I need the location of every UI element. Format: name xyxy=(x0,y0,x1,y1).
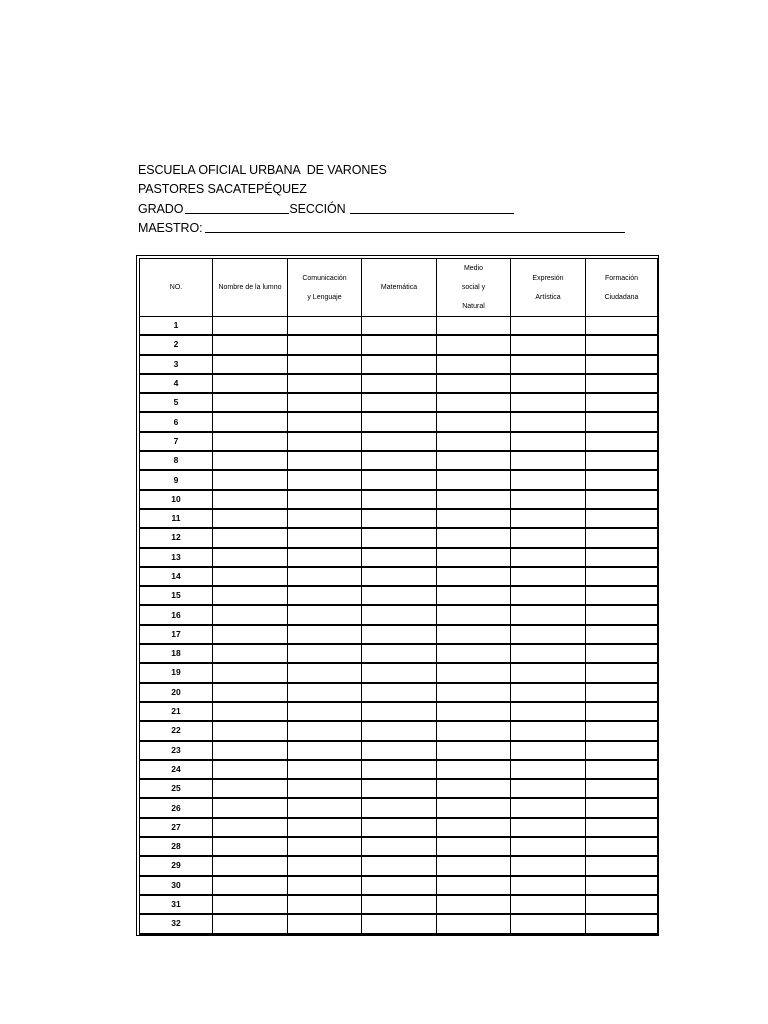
grade-cell[interactable] xyxy=(288,625,362,644)
grade-cell[interactable] xyxy=(437,335,511,354)
row-number: 21 xyxy=(140,702,213,721)
table-row xyxy=(140,528,658,547)
column-header-text: Natural xyxy=(462,303,485,310)
grade-cell[interactable] xyxy=(586,528,658,547)
maestro-label: MAESTRO: xyxy=(138,220,203,235)
grade-cell[interactable] xyxy=(511,741,586,760)
grade-cell[interactable] xyxy=(362,470,437,489)
grade-cell[interactable] xyxy=(511,876,586,895)
grade-cell[interactable] xyxy=(437,412,511,431)
grade-cell[interactable] xyxy=(511,837,586,856)
grade-cell[interactable] xyxy=(213,509,288,528)
table-row xyxy=(140,412,658,431)
grade-cell[interactable] xyxy=(288,355,362,374)
grade-cell[interactable] xyxy=(511,895,586,914)
grade-cell[interactable] xyxy=(213,528,288,547)
grade-cell[interactable] xyxy=(437,644,511,663)
grade-cell[interactable] xyxy=(586,625,658,644)
grade-cell[interactable] xyxy=(437,393,511,412)
grade-cell[interactable] xyxy=(586,393,658,412)
grade-cell[interactable] xyxy=(586,818,658,837)
grade-cell[interactable] xyxy=(437,818,511,837)
grade-cell[interactable] xyxy=(213,412,288,431)
grade-cell[interactable] xyxy=(437,683,511,702)
grade-cell[interactable] xyxy=(362,451,437,470)
grade-cell[interactable] xyxy=(511,914,586,933)
seccion-blank xyxy=(350,201,514,214)
grade-cell[interactable] xyxy=(437,470,511,489)
grade-cell[interactable] xyxy=(511,625,586,644)
grade-cell[interactable] xyxy=(288,567,362,586)
table-row xyxy=(140,895,658,914)
grade-cell[interactable] xyxy=(437,856,511,875)
grade-cell[interactable] xyxy=(213,818,288,837)
grade-cell[interactable] xyxy=(586,548,658,567)
table-row xyxy=(140,779,658,798)
grade-cell[interactable] xyxy=(437,625,511,644)
grade-cell[interactable] xyxy=(288,702,362,721)
grade-cell[interactable] xyxy=(586,837,658,856)
grade-cell[interactable] xyxy=(586,760,658,779)
row-number: 15 xyxy=(140,586,213,605)
table-row xyxy=(140,644,658,663)
grade-cell[interactable] xyxy=(437,586,511,605)
row-number: 2 xyxy=(140,335,213,354)
table-row xyxy=(140,663,658,682)
grade-cell[interactable] xyxy=(288,876,362,895)
row-number: 24 xyxy=(140,760,213,779)
grade-cell[interactable] xyxy=(288,412,362,431)
grade-cell[interactable] xyxy=(362,663,437,682)
row-number: 31 xyxy=(140,895,213,914)
grade-cell[interactable] xyxy=(288,683,362,702)
table-row xyxy=(140,914,658,933)
grado-blank xyxy=(185,201,289,214)
column-header-text: Comunicación xyxy=(302,274,347,282)
grade-cell[interactable] xyxy=(511,760,586,779)
table-row xyxy=(140,683,658,702)
row-number: 9 xyxy=(140,470,213,489)
grade-cell[interactable] xyxy=(288,721,362,740)
grade-cell[interactable] xyxy=(511,567,586,586)
grade-cell[interactable] xyxy=(213,374,288,393)
grade-cell[interactable] xyxy=(213,567,288,586)
grade-cell[interactable] xyxy=(288,548,362,567)
grade-cell[interactable] xyxy=(288,798,362,817)
grade-cell[interactable] xyxy=(362,586,437,605)
grade-cell[interactable] xyxy=(213,586,288,605)
col-formacion-ciudadana xyxy=(586,259,658,317)
table-row xyxy=(140,721,658,740)
grade-cell[interactable] xyxy=(288,779,362,798)
table-row xyxy=(140,355,658,374)
grade-cell[interactable] xyxy=(362,779,437,798)
col-expresion-artistica xyxy=(511,259,586,317)
grade-cell[interactable] xyxy=(213,779,288,798)
grade-cell[interactable] xyxy=(362,528,437,547)
table-row xyxy=(140,605,658,624)
grade-cell[interactable] xyxy=(586,355,658,374)
grade-cell[interactable] xyxy=(288,760,362,779)
table-row xyxy=(140,586,658,605)
row-number: 23 xyxy=(140,741,213,760)
table-row xyxy=(140,470,658,489)
grade-cell[interactable] xyxy=(288,663,362,682)
grade-cell[interactable] xyxy=(213,914,288,933)
row-number: 19 xyxy=(140,663,213,682)
school-location: PASTORES SACATEPÉQUEZ xyxy=(138,182,307,197)
table-row xyxy=(140,625,658,644)
grade-cell[interactable] xyxy=(511,644,586,663)
grade-cell[interactable] xyxy=(586,683,658,702)
grade-cell[interactable] xyxy=(586,470,658,489)
maestro-blank xyxy=(205,220,625,233)
column-header-text: Nombre de la lumno xyxy=(218,284,282,291)
column-header-text: Medio xyxy=(463,265,484,272)
grade-cell[interactable] xyxy=(437,721,511,740)
grade-cell[interactable] xyxy=(437,760,511,779)
grade-cell[interactable] xyxy=(362,335,437,354)
row-number: 4 xyxy=(140,374,213,393)
grade-cell[interactable] xyxy=(511,509,586,528)
grade-cell[interactable] xyxy=(362,702,437,721)
grade-cell[interactable] xyxy=(437,548,511,567)
grade-cell[interactable] xyxy=(362,393,437,412)
grade-cell[interactable] xyxy=(511,470,586,489)
grade-cell[interactable] xyxy=(213,798,288,817)
grades-table-frame xyxy=(136,255,659,936)
col-nombre-alumno xyxy=(213,259,288,317)
grade-cell[interactable] xyxy=(362,605,437,624)
grade-cell[interactable] xyxy=(586,914,658,933)
grade-cell[interactable] xyxy=(437,702,511,721)
column-header-text: Ciudadana xyxy=(604,293,639,301)
table-row xyxy=(140,393,658,412)
table-row xyxy=(140,760,658,779)
grade-cell[interactable] xyxy=(586,335,658,354)
grade-cell[interactable] xyxy=(511,683,586,702)
grade-cell[interactable] xyxy=(586,779,658,798)
grade-cell[interactable] xyxy=(213,335,288,354)
grade-cell[interactable] xyxy=(362,818,437,837)
grade-cell[interactable] xyxy=(511,317,586,336)
grade-cell[interactable] xyxy=(511,490,586,509)
grade-cell[interactable] xyxy=(362,374,437,393)
grade-cell[interactable] xyxy=(288,837,362,856)
grade-cell[interactable] xyxy=(362,895,437,914)
grade-cell[interactable] xyxy=(288,914,362,933)
grade-cell[interactable] xyxy=(586,644,658,663)
grade-cell[interactable] xyxy=(288,470,362,489)
row-number: 3 xyxy=(140,355,213,374)
grade-cell[interactable] xyxy=(511,721,586,740)
grade-cell[interactable] xyxy=(213,721,288,740)
grade-cell[interactable] xyxy=(437,837,511,856)
column-header-text: Matemática xyxy=(380,284,418,291)
column-header-text: Expresión xyxy=(532,274,564,282)
maestro-line xyxy=(138,219,625,238)
table-row xyxy=(140,856,658,875)
grade-cell[interactable] xyxy=(213,895,288,914)
grade-cell[interactable] xyxy=(437,451,511,470)
grade-cell[interactable] xyxy=(511,528,586,547)
grado-seccion-line xyxy=(138,200,625,219)
grade-cell[interactable] xyxy=(586,895,658,914)
grade-cell[interactable] xyxy=(213,663,288,682)
row-number: 16 xyxy=(140,605,213,624)
table-row xyxy=(140,548,658,567)
row-number: 11 xyxy=(140,509,213,528)
grade-cell[interactable] xyxy=(511,335,586,354)
grade-cell[interactable] xyxy=(586,567,658,586)
col-matematica xyxy=(362,259,437,317)
grade-cell[interactable] xyxy=(586,605,658,624)
grade-cell[interactable] xyxy=(213,856,288,875)
grade-cell[interactable] xyxy=(213,432,288,451)
table-row xyxy=(140,798,658,817)
row-number: 12 xyxy=(140,528,213,547)
row-number: 18 xyxy=(140,644,213,663)
grade-cell[interactable] xyxy=(586,509,658,528)
table-row xyxy=(140,317,658,336)
grade-cell[interactable] xyxy=(288,451,362,470)
grade-cell[interactable] xyxy=(213,490,288,509)
grade-cell[interactable] xyxy=(511,548,586,567)
row-number: 22 xyxy=(140,721,213,740)
row-number: 29 xyxy=(140,856,213,875)
grade-cell[interactable] xyxy=(213,702,288,721)
grade-cell[interactable] xyxy=(288,509,362,528)
document-header xyxy=(138,161,625,238)
col-no xyxy=(140,259,213,317)
grade-cell[interactable] xyxy=(437,355,511,374)
grade-cell[interactable] xyxy=(362,317,437,336)
row-number: 13 xyxy=(140,548,213,567)
grade-cell[interactable] xyxy=(437,605,511,624)
grade-cell[interactable] xyxy=(362,837,437,856)
grade-cell[interactable] xyxy=(362,856,437,875)
grade-cell[interactable] xyxy=(288,741,362,760)
column-header-text: social y xyxy=(461,284,486,291)
grade-cell[interactable] xyxy=(213,548,288,567)
grade-cell[interactable] xyxy=(586,876,658,895)
grade-cell[interactable] xyxy=(213,760,288,779)
table-body xyxy=(140,317,658,934)
grade-cell[interactable] xyxy=(586,586,658,605)
grade-cell[interactable] xyxy=(586,374,658,393)
row-number: 30 xyxy=(140,876,213,895)
grade-cell[interactable] xyxy=(288,605,362,624)
grade-cell[interactable] xyxy=(213,837,288,856)
grade-cell[interactable] xyxy=(288,432,362,451)
grade-cell[interactable] xyxy=(213,741,288,760)
table-row xyxy=(140,702,658,721)
column-header-text: Artística xyxy=(535,293,561,301)
grade-cell[interactable] xyxy=(362,432,437,451)
grade-cell[interactable] xyxy=(437,779,511,798)
table-row xyxy=(140,567,658,586)
table-row xyxy=(140,876,658,895)
school-name: ESCUELA OFICIAL URBANA DE VARONES xyxy=(138,163,387,177)
grade-cell[interactable] xyxy=(362,914,437,933)
grade-cell[interactable] xyxy=(288,586,362,605)
grade-cell[interactable] xyxy=(288,895,362,914)
grade-cell[interactable] xyxy=(362,412,437,431)
table-row xyxy=(140,837,658,856)
grade-cell[interactable] xyxy=(586,317,658,336)
grade-cell[interactable] xyxy=(288,528,362,547)
grade-cell[interactable] xyxy=(213,605,288,624)
column-header-text: y Lenguaje xyxy=(307,293,342,301)
grade-cell[interactable] xyxy=(362,683,437,702)
grade-cell[interactable] xyxy=(437,567,511,586)
grade-cell[interactable] xyxy=(362,760,437,779)
row-number: 1 xyxy=(140,317,213,336)
grade-cell[interactable] xyxy=(511,856,586,875)
grade-cell[interactable] xyxy=(586,412,658,431)
grade-cell[interactable] xyxy=(511,779,586,798)
table-row xyxy=(140,432,658,451)
grade-cell[interactable] xyxy=(288,335,362,354)
grade-cell[interactable] xyxy=(362,721,437,740)
grade-cell[interactable] xyxy=(213,451,288,470)
grade-cell[interactable] xyxy=(511,355,586,374)
grade-cell[interactable] xyxy=(288,856,362,875)
row-number: 28 xyxy=(140,837,213,856)
grade-cell[interactable] xyxy=(511,374,586,393)
grade-cell[interactable] xyxy=(511,605,586,624)
row-number: 14 xyxy=(140,567,213,586)
grade-cell[interactable] xyxy=(511,393,586,412)
grade-cell[interactable] xyxy=(437,876,511,895)
row-number: 27 xyxy=(140,818,213,837)
grade-cell[interactable] xyxy=(511,451,586,470)
grade-cell[interactable] xyxy=(288,490,362,509)
grade-cell[interactable] xyxy=(362,548,437,567)
table-row xyxy=(140,741,658,760)
grade-cell[interactable] xyxy=(362,567,437,586)
grade-cell[interactable] xyxy=(288,374,362,393)
table-row xyxy=(140,451,658,470)
grade-cell[interactable] xyxy=(586,451,658,470)
table-header-row xyxy=(140,259,658,317)
grade-cell[interactable] xyxy=(511,663,586,682)
grade-cell[interactable] xyxy=(511,818,586,837)
grade-cell[interactable] xyxy=(288,644,362,663)
grade-cell[interactable] xyxy=(586,432,658,451)
grade-cell[interactable] xyxy=(586,856,658,875)
grade-cell[interactable] xyxy=(586,663,658,682)
grade-cell[interactable] xyxy=(362,625,437,644)
grade-cell[interactable] xyxy=(288,393,362,412)
grade-cell[interactable] xyxy=(213,355,288,374)
grade-cell[interactable] xyxy=(511,586,586,605)
grade-cell[interactable] xyxy=(288,818,362,837)
column-header-text: Formación xyxy=(604,274,639,282)
row-number: 8 xyxy=(140,451,213,470)
table-row xyxy=(140,818,658,837)
grade-cell[interactable] xyxy=(437,509,511,528)
grado-label: GRADO xyxy=(138,201,184,216)
grade-cell[interactable] xyxy=(437,490,511,509)
grade-cell[interactable] xyxy=(362,355,437,374)
grade-cell[interactable] xyxy=(511,798,586,817)
grade-cell[interactable] xyxy=(362,644,437,663)
grade-cell[interactable] xyxy=(586,721,658,740)
grade-cell[interactable] xyxy=(437,528,511,547)
grade-cell[interactable] xyxy=(586,798,658,817)
row-number: 6 xyxy=(140,412,213,431)
grade-cell[interactable] xyxy=(213,393,288,412)
grade-cell[interactable] xyxy=(437,432,511,451)
row-number: 5 xyxy=(140,393,213,412)
table-row xyxy=(140,490,658,509)
grade-cell[interactable] xyxy=(362,741,437,760)
column-header-text: NO. xyxy=(169,284,183,291)
table-row xyxy=(140,374,658,393)
seccion-label: SECCIÓN xyxy=(289,201,346,216)
grade-cell[interactable] xyxy=(437,798,511,817)
grade-cell[interactable] xyxy=(586,490,658,509)
grade-cell[interactable] xyxy=(362,876,437,895)
grade-cell[interactable] xyxy=(213,625,288,644)
grade-cell[interactable] xyxy=(437,914,511,933)
grade-cell[interactable] xyxy=(288,317,362,336)
table-row xyxy=(140,509,658,528)
grade-cell[interactable] xyxy=(437,374,511,393)
grade-cell[interactable] xyxy=(362,798,437,817)
grade-cell[interactable] xyxy=(511,412,586,431)
grade-cell[interactable] xyxy=(437,741,511,760)
grades-table xyxy=(139,258,658,935)
row-number: 25 xyxy=(140,779,213,798)
table-row xyxy=(140,335,658,354)
grade-cell[interactable] xyxy=(437,663,511,682)
grade-cell[interactable] xyxy=(213,876,288,895)
row-number: 10 xyxy=(140,490,213,509)
row-number: 7 xyxy=(140,432,213,451)
grade-cell[interactable] xyxy=(511,432,586,451)
col-comunicacion-lenguaje xyxy=(288,259,362,317)
row-number: 20 xyxy=(140,683,213,702)
grade-cell[interactable] xyxy=(586,741,658,760)
col-medio-social-natural xyxy=(437,259,511,317)
grade-cell[interactable] xyxy=(437,317,511,336)
grade-cell[interactable] xyxy=(213,683,288,702)
grade-cell[interactable] xyxy=(586,702,658,721)
grade-cell[interactable] xyxy=(362,490,437,509)
grade-cell[interactable] xyxy=(511,702,586,721)
grade-cell[interactable] xyxy=(213,470,288,489)
grade-cell[interactable] xyxy=(213,317,288,336)
grade-cell[interactable] xyxy=(437,895,511,914)
grade-cell[interactable] xyxy=(362,509,437,528)
row-number: 32 xyxy=(140,914,213,933)
row-number: 17 xyxy=(140,625,213,644)
row-number: 26 xyxy=(140,798,213,817)
grade-cell[interactable] xyxy=(213,644,288,663)
